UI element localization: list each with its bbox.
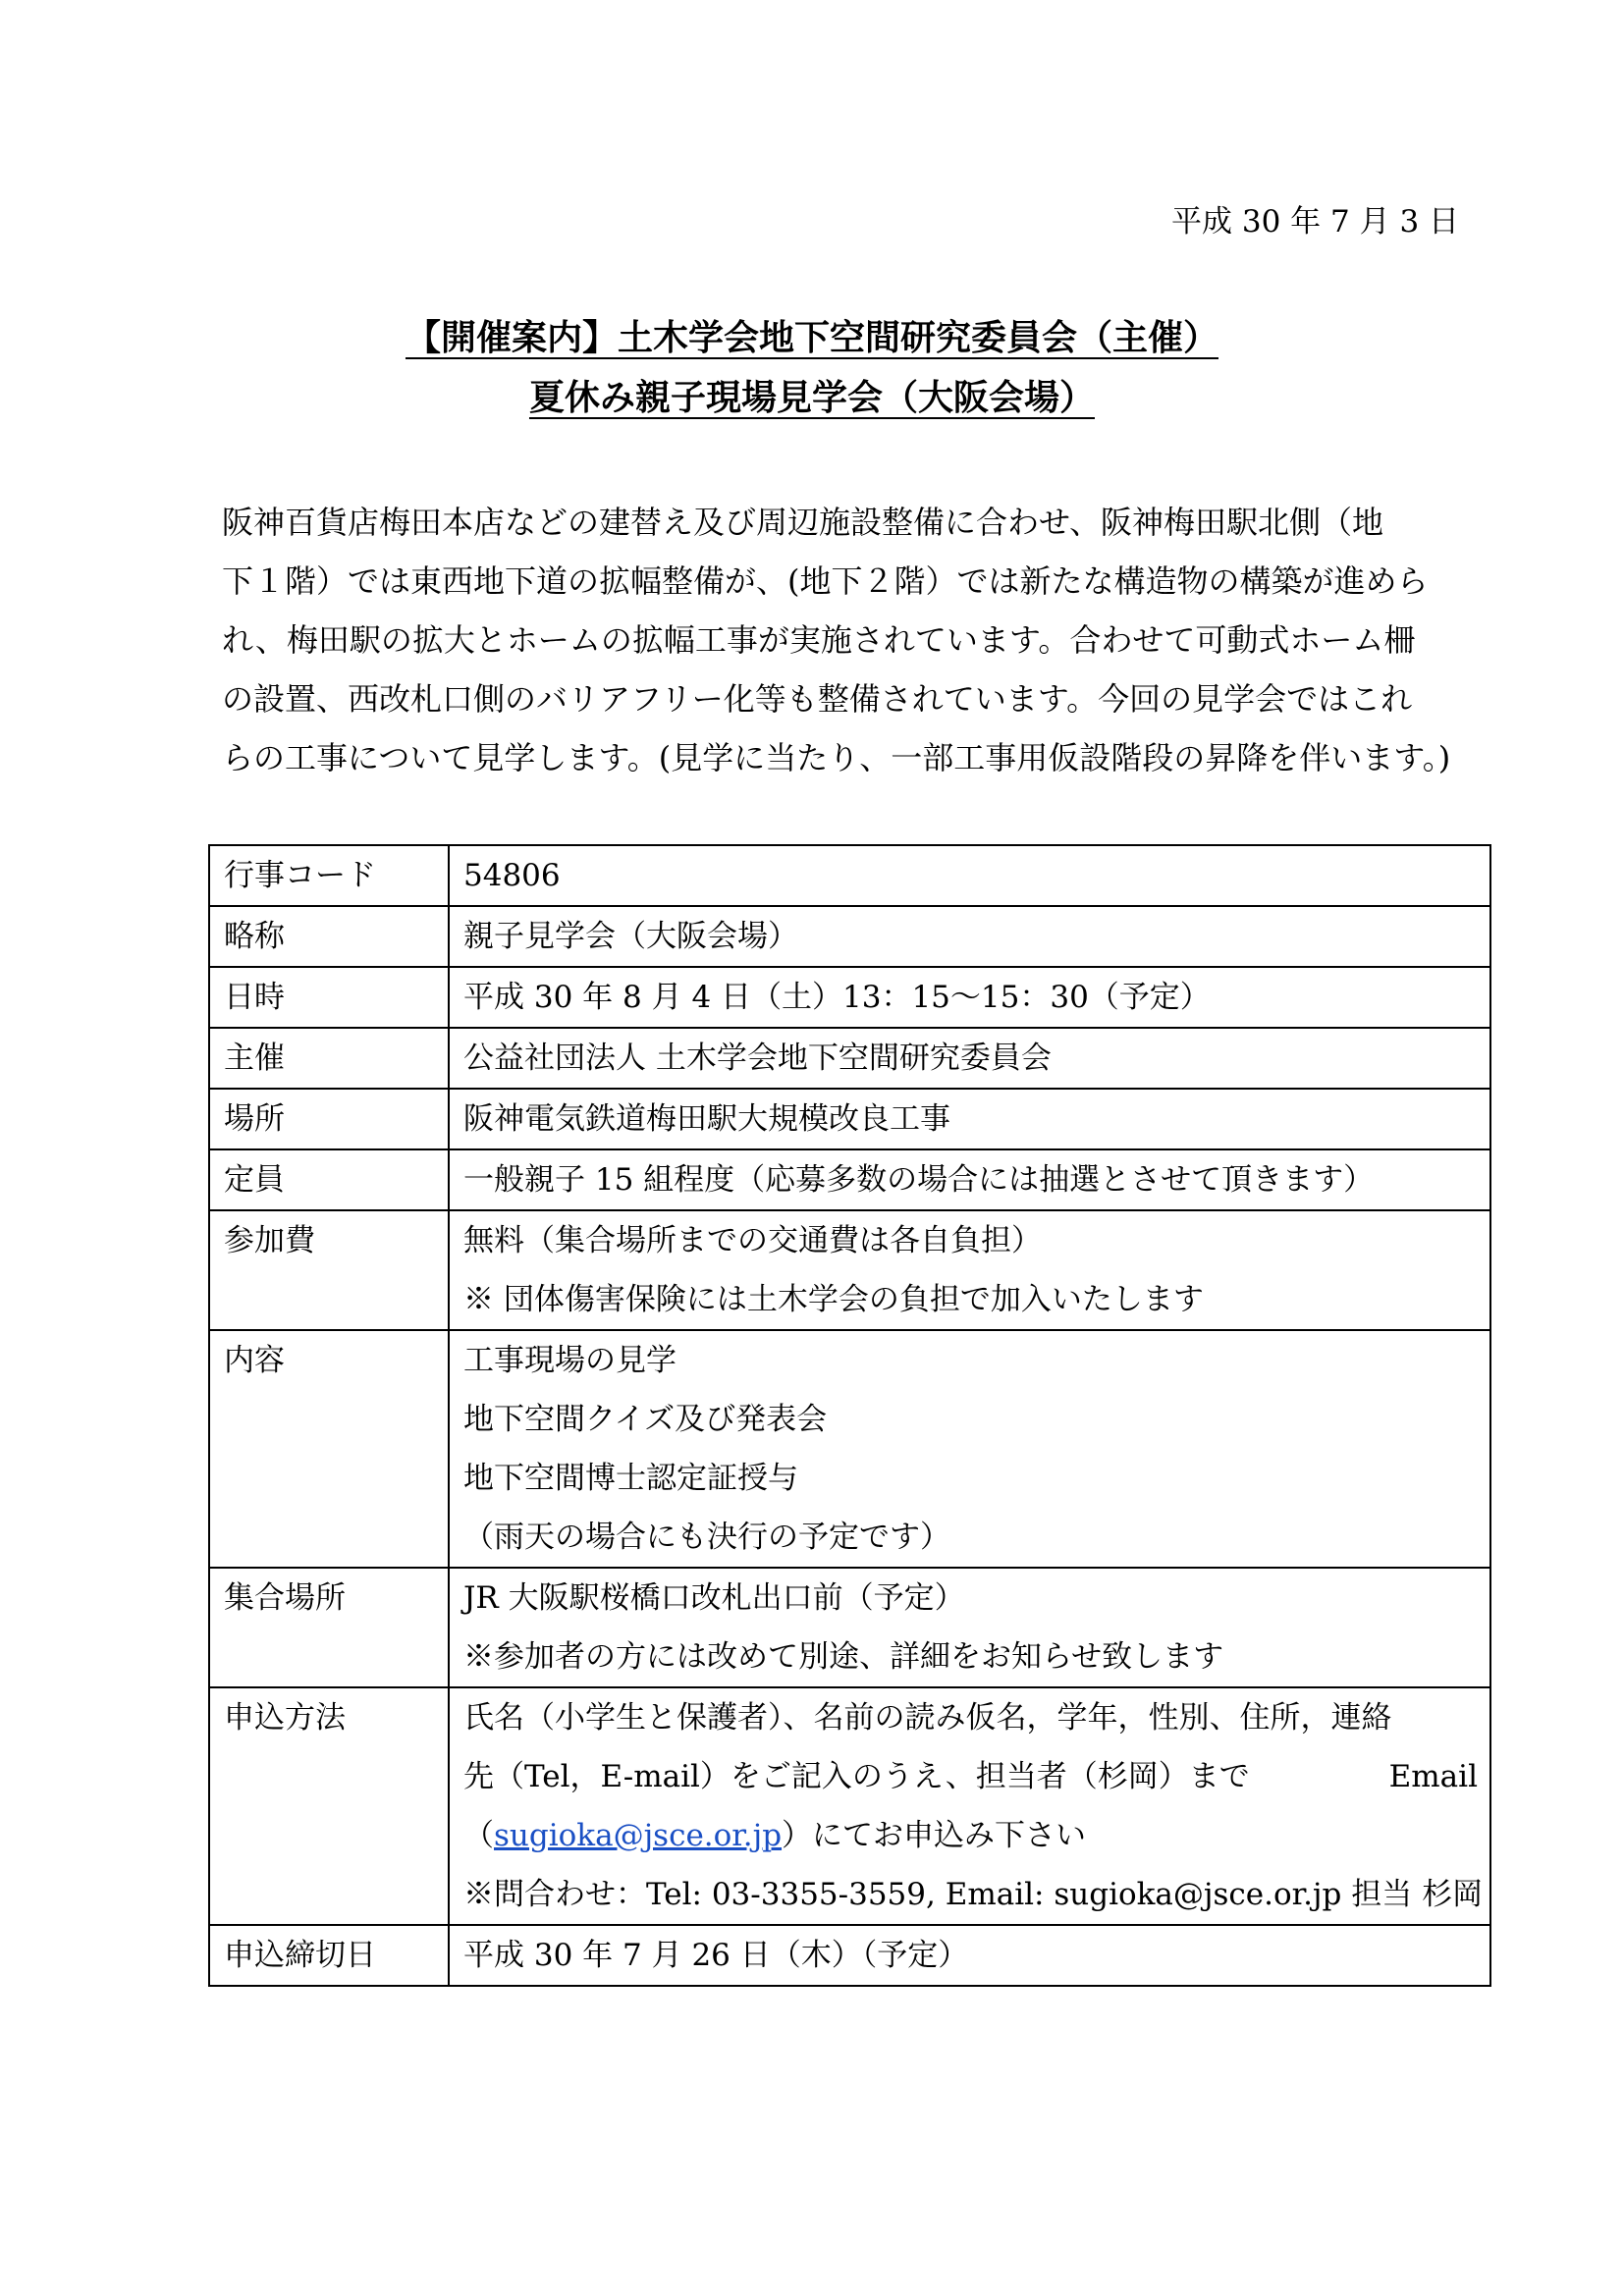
content-line: 地下空間博士認定証授与 [463, 1461, 798, 1496]
table-row [209, 1568, 1490, 1687]
meeting-line: JR 大阪駅桜橋口改札出口前（予定） [463, 1580, 965, 1616]
apply-label: 申込方法 [209, 1687, 449, 1925]
meeting-note: ※参加者の方には改めて別途、詳細をお知らせ致します [463, 1639, 1224, 1675]
table-row [209, 1330, 1490, 1568]
apply-line-email-word: Email [1388, 1759, 1478, 1794]
title-line-2: 夏休み親子現場見学会（大阪会場） [528, 378, 1095, 418]
apply-value [449, 1687, 1490, 1925]
apply-line-text: ）にてお申込み下さい [782, 1818, 1087, 1853]
open-paren: （ [463, 1818, 494, 1853]
datetime-value: 平成 30 年 8 月 4 日（土）13：15～15：30（予定） [449, 967, 1490, 1028]
apply-line [463, 1747, 1489, 1806]
meeting-label: 集合場所 [209, 1568, 449, 1687]
table-row [209, 1210, 1490, 1330]
capacity-value: 一般親子 15 組程度（応募多数の場合には抽選とさせて頂きます） [449, 1149, 1490, 1210]
place-value: 阪神電気鉄道梅田駅大規模改良工事 [449, 1089, 1490, 1149]
table-row [209, 845, 1490, 906]
title-line-1: 【開催案内】土木学会地下空間研究委員会（主催） [405, 318, 1218, 358]
content-line: 工事現場の見学 [463, 1343, 677, 1378]
organizer-label: 主催 [209, 1028, 449, 1089]
document-date: 平成 30 年 7 月 3 日 [1171, 204, 1460, 240]
email-link[interactable]: sugioka@jsce.or.jp [494, 1818, 783, 1853]
table-row [209, 1687, 1490, 1925]
table-row [209, 967, 1490, 1028]
content-label: 内容 [209, 1330, 449, 1568]
intro-line: 阪神百貨店梅田本店などの建替え及び周辺施設整備に合わせ、阪神梅田駅北側（地 [222, 504, 1384, 541]
event-code-value: 54806 [449, 845, 1490, 906]
content-line: 地下空間クイズ及び発表会 [463, 1402, 828, 1437]
apply-line-text: 先（Tel，E-mail）をご記入のうえ、担当者（杉岡）まで [463, 1759, 1250, 1794]
intro-line: 下１階）では東西地下道の拡幅整備が、(地下２階）では新たな構造物の構築が進めら [222, 562, 1429, 600]
table-row [209, 1149, 1490, 1210]
abbreviation-value: 親子見学会（大阪会場） [449, 906, 1490, 967]
event-code-label: 行事コード [209, 845, 449, 906]
event-info-table [208, 844, 1491, 1987]
capacity-label: 定員 [209, 1149, 449, 1210]
contact-note: ※問合わせ：Tel: 03-3355-3559, Email: sugioka@jsce.or.jp 担当 杉岡 [463, 1877, 1484, 1912]
table-row [209, 1089, 1490, 1149]
table-row [209, 1028, 1490, 1089]
datetime-label: 日時 [209, 967, 449, 1028]
fee-line: 無料（集合場所までの交通費は各自負担） [463, 1223, 1042, 1258]
fee-note: ※ 団体傷害保険には土木学会の負担で加入いたします [463, 1282, 1204, 1317]
organizer-value: 公益社団法人 土木学会地下空間研究委員会 [449, 1028, 1490, 1089]
deadline-value: 平成 30 年 7 月 26 日（木）（予定） [449, 1925, 1490, 1986]
content-note: （雨天の場合にも決行の予定です） [463, 1520, 950, 1555]
intro-paragraph [222, 493, 1459, 787]
intro-line: らの工事について見学します。(見学に当たり、一部工事用仮設階段の昇降を伴います。) [222, 739, 1451, 776]
place-label: 場所 [209, 1089, 449, 1149]
intro-line: れ、梅田駅の拡大とホームの拡幅工事が実施されています。合わせて可動式ホーム柵 [222, 621, 1416, 659]
table-row [209, 1925, 1490, 1986]
meeting-value [449, 1568, 1490, 1687]
apply-line [463, 1806, 1489, 1865]
content-value [449, 1330, 1490, 1568]
apply-line: 氏名（小学生と保護者）、名前の読み仮名，学年，性別、住所，連絡 [463, 1700, 1392, 1735]
table-row [209, 906, 1490, 967]
fee-value [449, 1210, 1490, 1330]
fee-label: 参加費 [209, 1210, 449, 1330]
intro-line: の設置、西改札口側のバリアフリー化等も整備されています。今回の見学会ではこれ [222, 680, 1413, 718]
deadline-label: 申込締切日 [209, 1925, 449, 1986]
abbreviation-label: 略称 [209, 906, 449, 967]
